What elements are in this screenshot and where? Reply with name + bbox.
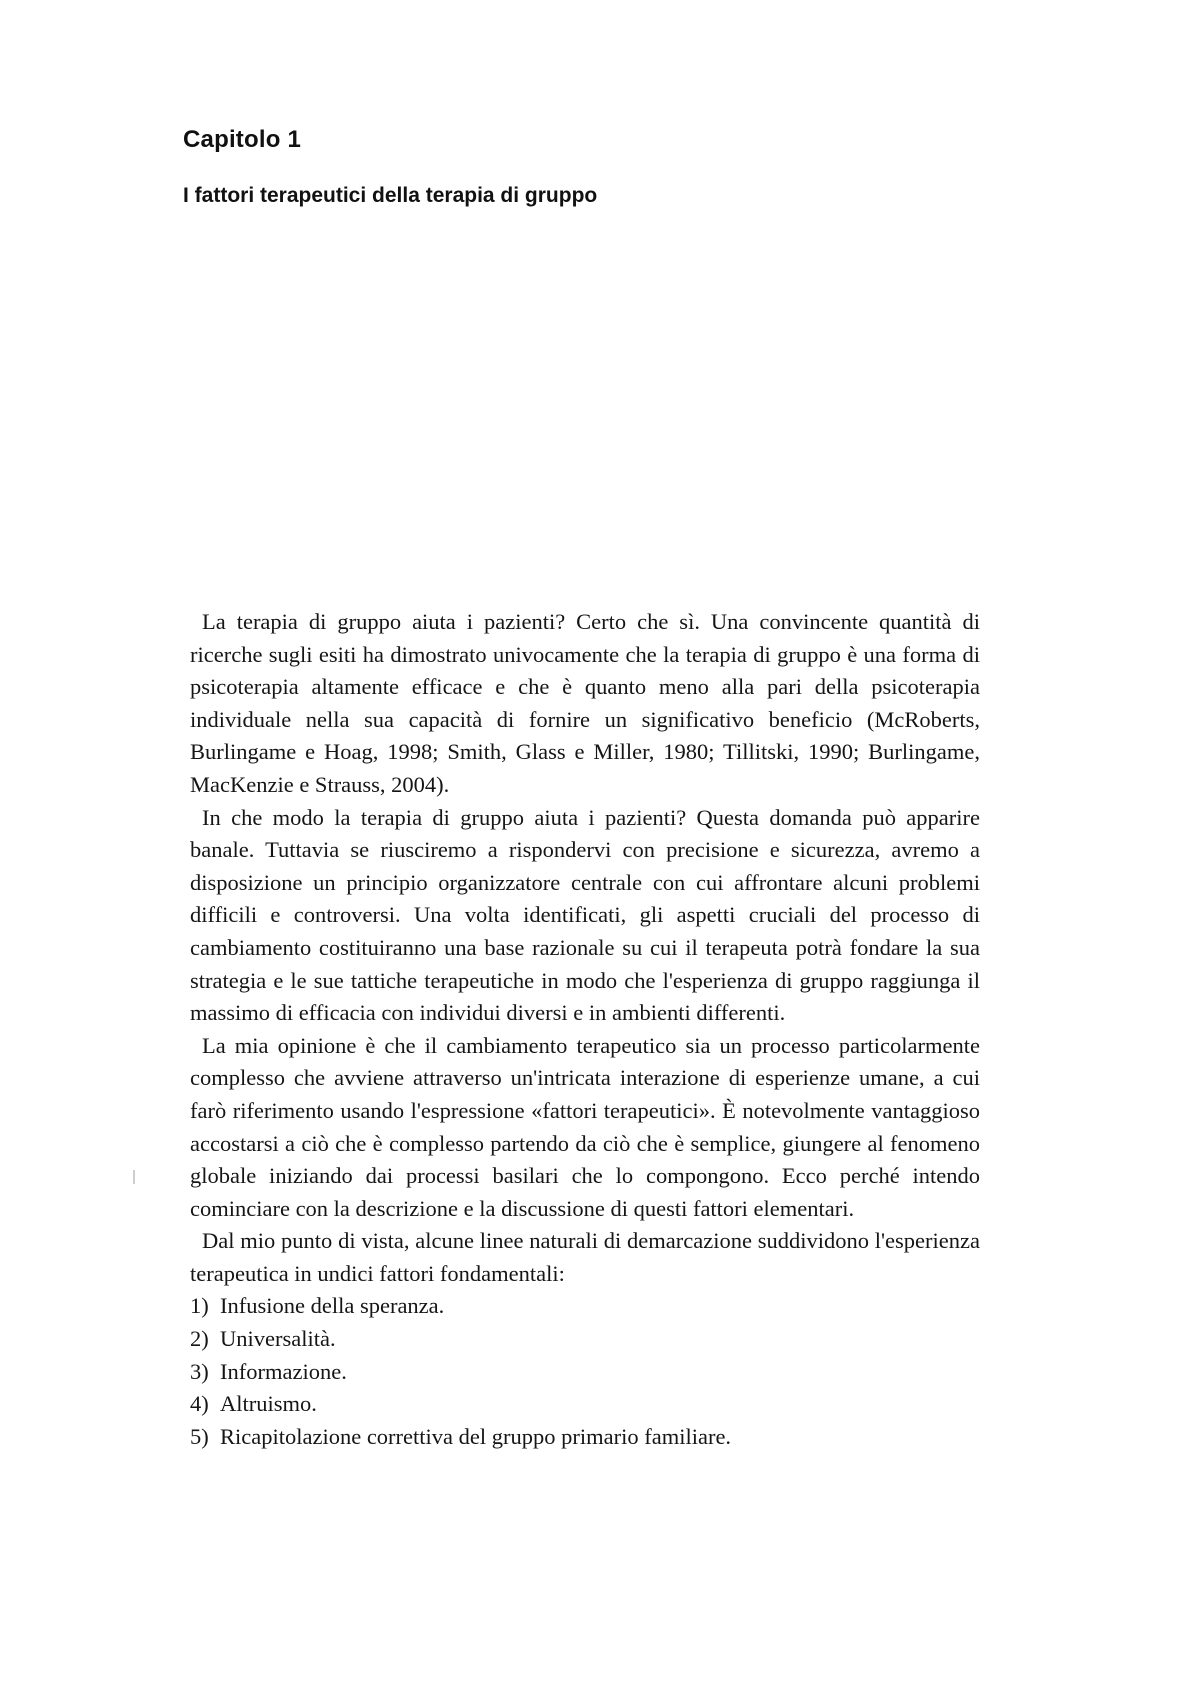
list-item (190, 1323, 980, 1356)
list-item-text: Altruismo. (220, 1391, 317, 1417)
list-item-text: Infusione della speranza. (220, 1293, 445, 1319)
list-item (190, 1356, 980, 1389)
paragraph-factors-intro: Dal mio punto di vista, alcune linee naturali di demarcazione suddividono l'esperienza terapeutica in undici fattori fondamentali: (190, 1228, 980, 1286)
list-item (190, 1388, 980, 1421)
list-item (190, 1290, 980, 1323)
list-item-text: Ricapitolazione correttiva del gruppo primario familiare. (220, 1423, 732, 1449)
paragraph-intro: La terapia di gruppo aiuta i pazienti? Certo che sì. Una convincente quantità di ricerche sugli esiti ha dimostrato univocamente che la terapia di gruppo è una forma di psicoterapia altamente efficace e che è quanto meno alla pari della psicoterapia individuale nella sua capacità di fornire un significativo beneficio (McRoberts, Burlingame e Hoag, 1998; Smith, Glass e Miller, 1980; Tillitski, 1990; Burlingame, MacKenzie e Strauss, 2004). (190, 609, 980, 797)
factors-list (190, 1290, 980, 1453)
list-item-number: 4) (190, 1391, 209, 1417)
list-item-text: Universalità. (220, 1326, 336, 1352)
list-item-number: 2) (190, 1326, 209, 1352)
chapter-title: I fattori terapeutici della terapia di gruppo (183, 184, 598, 207)
list-item (190, 1421, 980, 1454)
paragraph-opinion: La mia opinione è che il cambiamento terapeutico sia un processo particolarmente complesso che avviene attraverso un'intricata interazione di esperienze umane, a cui farò riferimento usando l'espressione «fattori terapeutici». È notevolmente vantaggioso accostarsi a ciò che è complesso partendo da ciò che è semplice, giungere al fenomeno globale iniziando dai processi basilari che lo compongono. Ecco perché intendo cominciare con la descrizione e la discussione di questi fattori elementari. (190, 1032, 980, 1221)
list-item-number: 5) (190, 1423, 209, 1449)
body-text (190, 606, 980, 1453)
list-item-number: 3) (190, 1358, 209, 1384)
margin-mark (133, 1170, 135, 1184)
list-item-text: Informazione. (220, 1358, 347, 1384)
list-item-number: 1) (190, 1293, 209, 1319)
chapter-label: Capitolo 1 (183, 126, 302, 153)
paragraph-question: In che modo la terapia di gruppo aiuta i pazienti? Questa domanda può apparire banale. Tuttavia se riusciremo a rispondervi con precisione e sicurezza, avremo a disposizione un principio organizzatore centrale con cui affrontare alcuni problemi difficili e controversi. Una volta identificati, gli aspetti cruciali del processo di cambiamento costituiranno una base razionale su cui il terapeuta potrà fondare la sua strategia e le sue tattiche terapeutiche in modo che l'esperienza di gruppo raggiunga il massimo di efficacia con individui diversi e in ambienti differenti. (190, 804, 980, 1026)
